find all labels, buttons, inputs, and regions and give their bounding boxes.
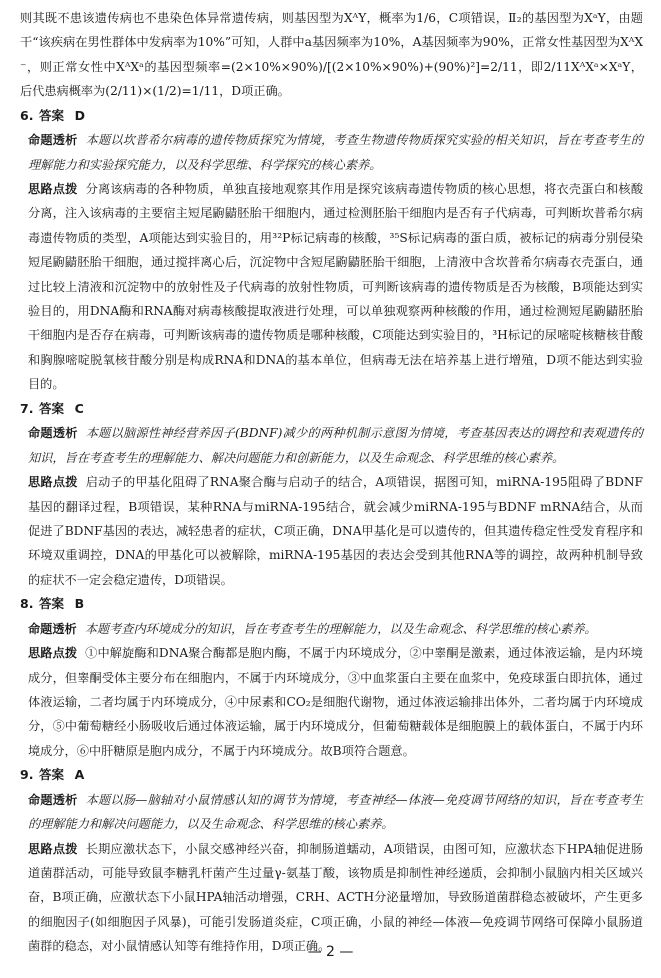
solution-paragraph	[20, 177, 643, 397]
section-label: 思路点拨	[28, 646, 78, 661]
answer-choice: C	[74, 400, 84, 416]
analysis-paragraph	[20, 788, 643, 837]
answer-label: 答案	[39, 107, 65, 123]
analysis-paragraph	[20, 421, 643, 470]
section-text: 启动子的甲基化阻碍了RNA聚合酶与启动子的结合，A项错误，据图可知，miRNA-195阻碍了BDNF基因的翻译过程，B项错误，某种RNA与miRNA-195结合，就会减少miRNA-195与BDNF mRNA结合，从而促进了BDNF基因的表达，减轻患者的症状，C项正确，DNA甲基化是可以遗传的，但其遗传稳定性受发育程序和环境双重调控，DNA的甲基化可以被解除，miRNA-195基因的表达会受到其他RNA等的调控，故两种机制导致的症状不一定会稳定遗传，D项错误。	[28, 475, 643, 587]
question-number: 6.	[20, 107, 34, 123]
section-label: 命题透析	[28, 426, 78, 441]
question-number: 9.	[20, 767, 34, 783]
answer-label: 答案	[39, 596, 65, 612]
question-number: 7.	[20, 400, 34, 416]
section-text: 长期应激状态下，小鼠交感神经兴奋，抑制肠道蠕动，A项错误，由图可知，应激状态下HPA轴促进肠道菌群活动，可能导致鼠李糖乳杆菌产生过量γ-氨基丁酸，该物质是抑制性神经递质，会抑制小鼠脑内相关区域兴奋，B项正确，应激状态下小鼠HPA轴活动增强，CRH、ACTH分泌量增加，导致肠道菌群稳态被破坏，产生更多的细胞因子(如细胞因子风暴)，可能引发肠道炎症，C项正确，小鼠的神经—体液—免疫调节网络可保障小鼠肠道菌群的稳态，对小鼠情感认知等有维持作用，D项正确。	[28, 841, 644, 954]
page-number: — 2 —	[307, 944, 354, 960]
section-label: 命题透析	[28, 621, 77, 636]
question-number: 8.	[20, 596, 34, 612]
section-text: 本题以坎普希尔病毒的遗传物质探究为情境，考查生物遗传物质探究实验的相关知识，旨在考查考生的理解能力和实验探究能力，以及科学思维、科学探究的核心素养。	[28, 133, 644, 172]
answer-choice: A	[74, 767, 85, 783]
answer-content	[20, 6, 643, 959]
section-label: 思路点拨	[28, 841, 78, 856]
section-label: 命题透析	[28, 133, 78, 148]
section-text: 本题以肠—脑轴对小鼠情感认知的调节为情境，考查神经—体液—免疫调节网络的知识，旨在考查考生的理解能力和解决问题能力，以及生命观念、科学思维的核心素养。	[28, 792, 644, 832]
answer-label: 答案	[39, 767, 65, 783]
section-label: 命题透析	[28, 792, 78, 807]
analysis-paragraph	[20, 128, 643, 177]
section-text: 本题以脑源性神经营养因子(BDNF)减少的两种机制示意图为情境，考查基因表达的调控和表观遗传的知识，旨在考查考生的理解能力、解决问题能力和创新能力，以及生命观念、科学思维的核心素养。	[28, 426, 644, 465]
analysis-paragraph	[20, 617, 643, 641]
section-text: ①中解旋酶和DNA聚合酶都是胞内酶，不属于内环境成分，②中睾酮是激素，通过体液运输，是内环境成分，但睾酮受体主要分布在细胞内，不属于内环境成分，③中血浆蛋白主要在血浆中，免疫球蛋白即抗体，通过体液运输，二者均属于内环境成分，④中尿素和CO₂是细胞代谢物，通过体液运输排出体外，二者均属于内环境成分，⑤中葡萄糖经小肠吸收后通过体液运输，属于内环境成分，但葡萄糖载体是细胞膜上的载体蛋白，不属于内环境成分，⑥中肝糖原是胞内成分，不属于内环境成分。故B项符合题意。	[28, 646, 643, 758]
solution-paragraph	[20, 641, 643, 763]
solution-paragraph	[20, 837, 643, 959]
answer-paragraph: 则其既不患该遗传病也不患染色体异常遗传病，则基因型为XᴬY，概率为1/6，C项错误，Ⅱ₂的基因型为XᵃY，由题干“该疾病在男性群体中发病率为10%”可知，人群中a基因频率为10%，A基因频率为90%，正常女性基因型为XᴬX⁻，则正常女性中XᴬXᵃ的基因型频率=(2×10%×90%)/[(2×10%×90%)+(90%)²]=2/11，即2/11XᴬXᵃ×XᵃY，后代患病概率为(2/11)×(1/2)=1/11，D项正确。	[20, 11, 643, 99]
question-answer-heading	[20, 763, 643, 788]
question-answer-heading	[20, 104, 643, 129]
section-text: 分离该病毒的各种物质，单独直接地观察其作用是探究该病毒遗传物质的核心思想，将衣壳蛋白和核酸分离，注入该病毒的主要宿主短尾鼩鼱胚胎干细胞内，通过检测胚胎干细胞内是否有子代病毒，可判断坎普希尔病毒遗传物质的类型，A项能达到实验目的，用³²P标记病毒的核酸，³⁵S标记病毒的蛋白质，被标记的病毒分别侵染短尾鼩鼱胚胎干细胞，通过搅拌离心后，沉淀物中含短尾鼩鼱胚胎干细胞，上清液中含坎普希尔病毒衣壳蛋白，通过比较上清液和沉淀物中的放射性及子代病毒的放射性物质，可判断该病毒的遗传物质是否为核酸，B项能达到实验目的，用DNA酶和RNA酶对病毒核酸提取液进行处理，可以单独观察两种核酸的作用，通过检测短尾鼩鼱胚胎干细胞内是否存在病毒，可判断该病毒的遗传物质是哪种核酸，C项能达到实验目的，³H标记的尿嘧啶核糖核苷酸和胸腺嘧啶脱氧核苷酸分别是构成RNA和DNA的基本单位，但病毒无法在培养基上进行增殖，D项不能达到实验目的。	[28, 182, 644, 392]
answer-label: 答案	[39, 400, 65, 416]
question-answer-heading	[20, 397, 643, 422]
solution-paragraph	[20, 470, 643, 592]
section-text: 本题考查内环境成分的知识，旨在考查考生的理解能力，以及生命观念、科学思维的核心素养。	[84, 621, 597, 636]
answer-choice: B	[74, 596, 85, 612]
question-answer-heading	[20, 592, 643, 617]
answer-choice: D	[74, 107, 86, 123]
section-label: 思路点拨	[28, 475, 78, 490]
section-label: 思路点拨	[28, 182, 78, 197]
